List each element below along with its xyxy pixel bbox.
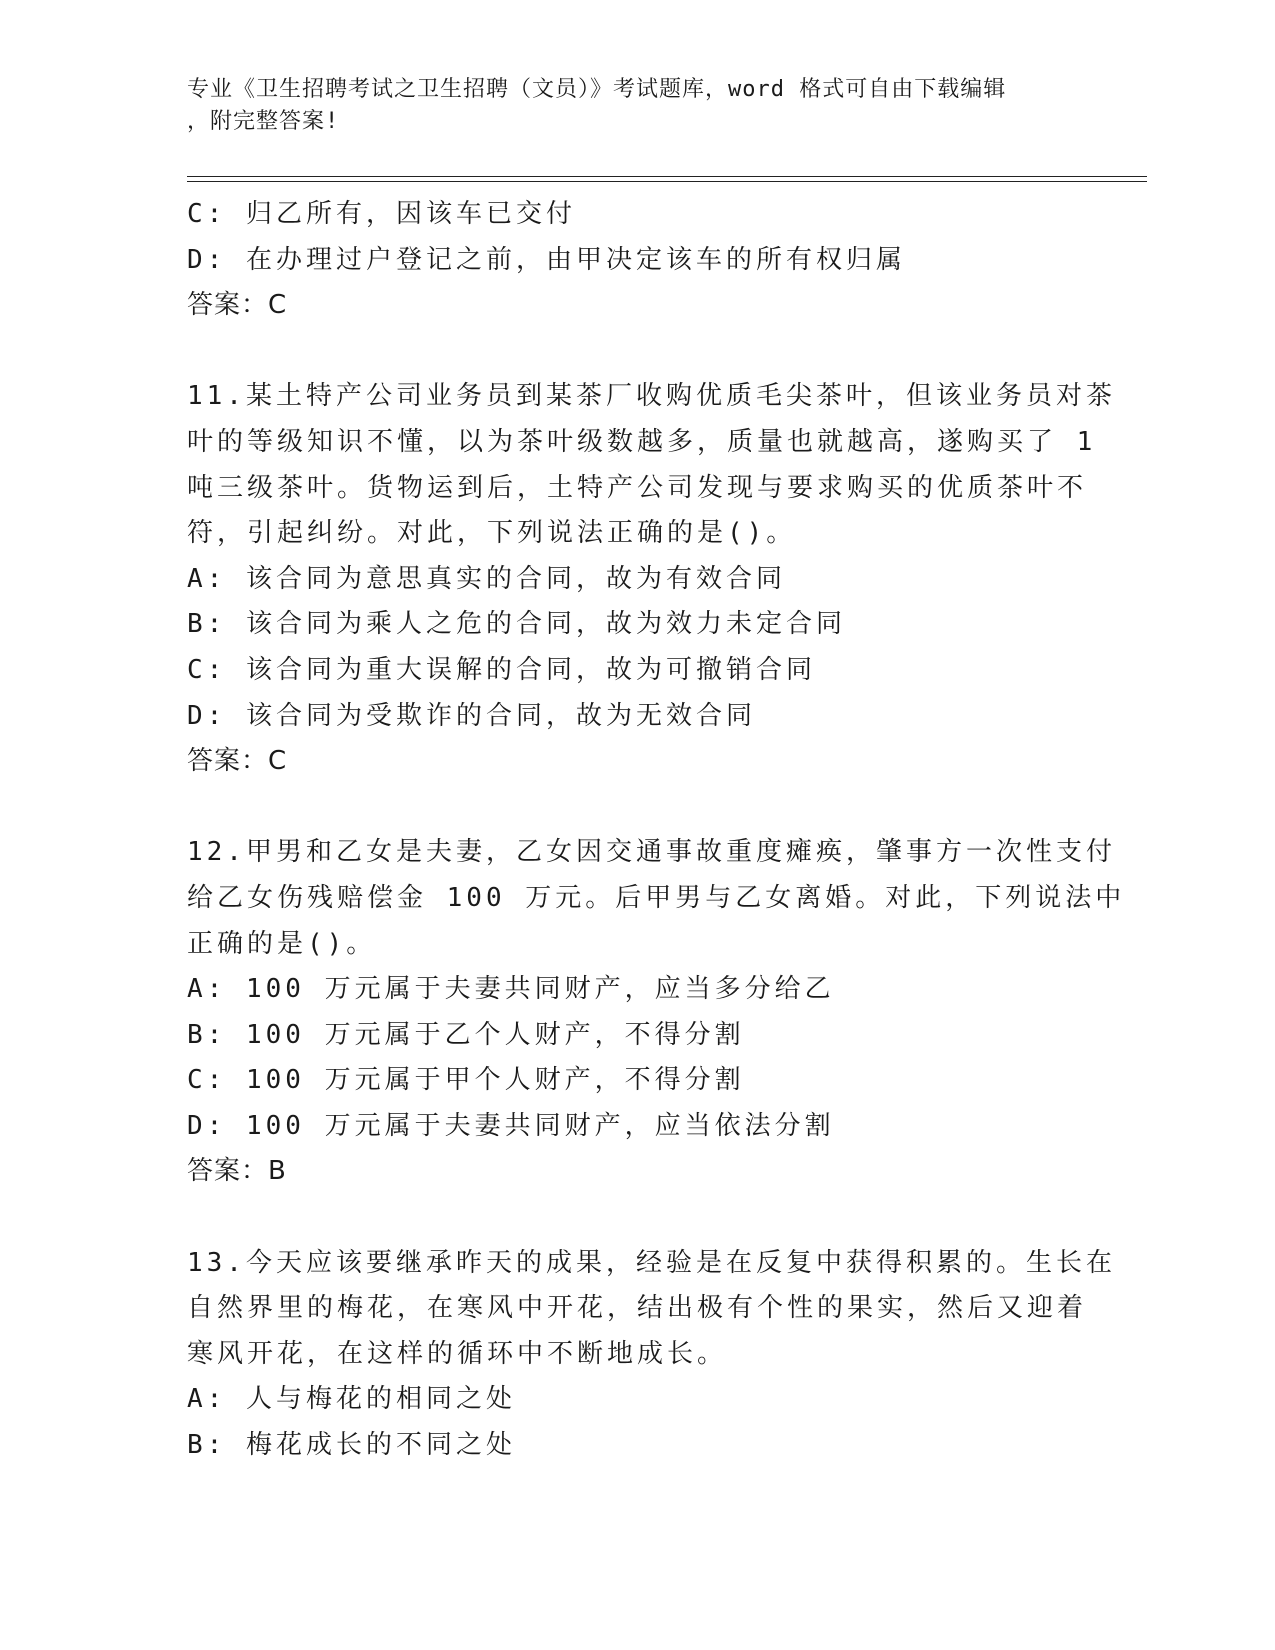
spacer — [187, 329, 1067, 375]
answer-line: 答案：C — [187, 746, 288, 777]
question-stem-line: 寒风开花，在这样的循环中不断地成长。 — [187, 1338, 728, 1369]
question-stem-line: 自然界里的梅花，在寒风中开花，结出极有个性的果实，然后又迎着 — [187, 1293, 1088, 1324]
spacer — [187, 785, 1067, 831]
question-stem-line: 正确的是()。 — [187, 928, 377, 959]
document-header — [187, 74, 1067, 138]
option-b: B: 100 万元属于乙个人财产，不得分割 — [187, 1019, 745, 1050]
question-stem-line: 13.今天应该要继承昨天的成果，经验是在反复中获得积累的。生长在 — [187, 1247, 1116, 1278]
option-c: C: 100 万元属于甲个人财产，不得分割 — [187, 1065, 745, 1096]
spacer — [187, 1195, 1067, 1241]
option-b: B: 该合同为乘人之危的合同，故为效力未定合同 — [187, 609, 846, 640]
option-c: C: 该合同为重大误解的合同，故为可撤销合同 — [187, 654, 816, 685]
answer-line: 答案：C — [187, 290, 288, 321]
question-12 — [187, 830, 1126, 1195]
option-d: D: 100 万元属于夫妻共同财产，应当依法分割 — [187, 1110, 835, 1141]
question-stem-line: 给乙女伤残赔偿金 100 万元。后甲男与乙女离婚。对此，下列说法中 — [187, 882, 1126, 913]
document-body — [187, 192, 1126, 1469]
header-line-2: ，附完整答案! — [187, 109, 340, 134]
question-stem-line: 叶的等级知识不懂，以为茶叶级数越多，质量也就越高，遂购买了 1 — [187, 426, 1097, 457]
option-d: D: 在办理过户登记之前，由甲决定该车的所有权归属 — [187, 244, 906, 275]
header-line-1: 专业《卫生招聘考试之卫生招聘（文员）》考试题库，word 格式可自由下载编辑 — [187, 77, 1007, 102]
header-rule-top — [187, 176, 1147, 177]
question-13 — [187, 1241, 1116, 1469]
question-stem-line: 11.某土特产公司业务员到某茶厂收购优质毛尖茶叶，但该业务员对茶 — [187, 381, 1116, 412]
option-c: C: 归乙所有，因该车已交付 — [187, 199, 576, 229]
question-stem-line: 吨三级茶叶。货物运到后，土特产公司发现与要求购买的优质茶叶不 — [187, 472, 1088, 503]
option-a: A: 该合同为意思真实的合同，故为有效合同 — [187, 563, 786, 594]
option-d: D: 该合同为受欺诈的合同，故为无效合同 — [187, 700, 756, 731]
question-stem-line: 符，引起纠纷。对此，下列说法正确的是()。 — [187, 518, 797, 549]
option-a: A: 人与梅花的相同之处 — [187, 1384, 516, 1415]
option-a: A: 100 万元属于夫妻共同财产，应当多分给乙 — [187, 974, 835, 1005]
question-11 — [187, 374, 1116, 784]
question-stem-line: 12.甲男和乙女是夫妻，乙女因交通事故重度瘫痪，肇事方一次性支付 — [187, 837, 1116, 868]
answer-line: 答案：B — [187, 1156, 287, 1187]
option-b: B: 梅花成长的不同之处 — [187, 1430, 516, 1461]
prev-question — [187, 192, 1067, 329]
header-rule-bottom — [187, 181, 1147, 182]
